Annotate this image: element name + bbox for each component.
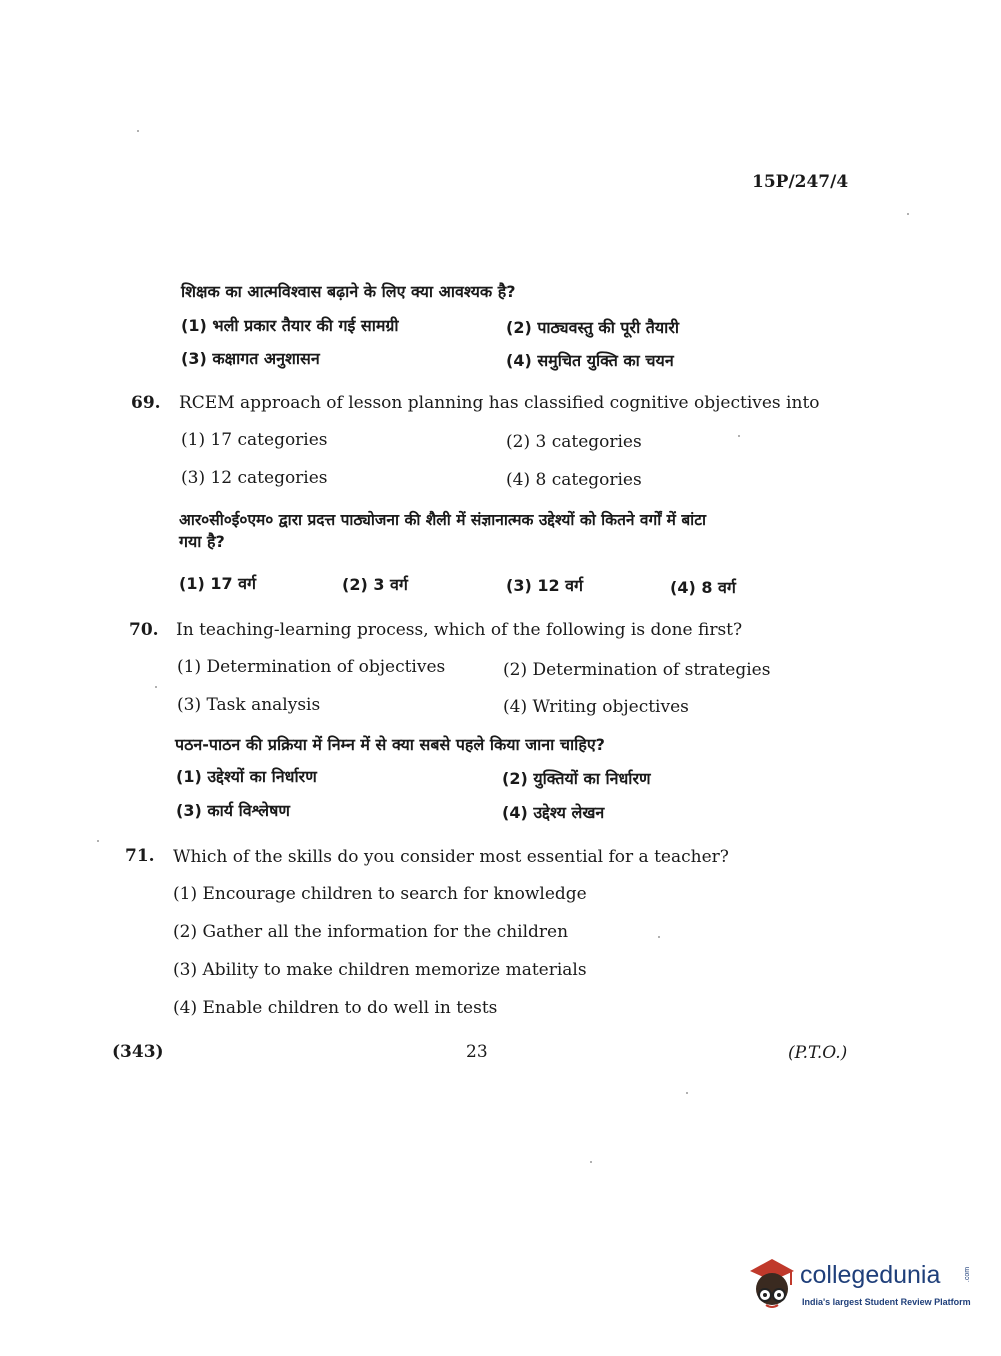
q70-option-1: (1) Determination of objectives: [177, 657, 446, 677]
q69-question-en: RCEM approach of lesson planning has classified cognitive objectives into: [179, 393, 820, 413]
q71-option-3: (3) Ability to make children memorize materials: [173, 960, 587, 980]
logo-tagline: India's largest Student Review Platform: [802, 1297, 971, 1307]
scan-speck: [590, 1161, 592, 1163]
pto-label: (P.T.O.): [788, 1043, 848, 1063]
q71-option-4: (4) Enable children to do well in tests: [173, 998, 498, 1018]
q70-hi-option-3: (3) कार्य विश्लेषण: [176, 801, 290, 820]
scan-speck: [907, 213, 909, 215]
q70-hi-option-4: (4) उद्देश्य लेखन: [502, 803, 605, 822]
q70-hi-option-2: (2) युक्तियों का निर्धारण: [502, 769, 651, 788]
q70-option-2: (2) Determination of strategies: [503, 660, 771, 680]
q70-question-hi: पठन-पाठन की प्रक्रिया में निम्न में से क्या सबसे पहले किया जाना चाहिए?: [175, 735, 605, 754]
q71-option-2: (2) Gather all the information for the children: [173, 922, 569, 942]
q71-option-1: (1) Encourage children to search for knowledge: [173, 884, 587, 904]
scan-speck: [137, 130, 139, 132]
mascot-icon: [742, 1253, 800, 1313]
scan-speck: [97, 840, 99, 842]
q69-hi-option-4: (4) 8 वर्ग: [670, 578, 736, 597]
q69-question-hi-line1: आर०सी०ई०एम० द्वारा प्रदत्त पाठ्योजना की शैली में संज्ञानात्मक उद्देश्यों को कितने वर्गों में बांटा: [179, 511, 707, 529]
q69-option-2: (2) 3 categories: [506, 432, 642, 452]
scan-speck: [738, 435, 740, 437]
q69-question-hi-line2: गया है?: [179, 532, 225, 551]
q70-number: 70.: [129, 620, 159, 640]
scan-speck: [686, 1092, 688, 1094]
q68-option-1: (1) भली प्रकार तैयार की गई सामग्री: [181, 316, 399, 335]
q68-option-3: (3) कक्षागत अनुशासन: [181, 349, 320, 368]
q69-option-1: (1) 17 categories: [181, 430, 328, 450]
q68-question-hi: शिक्षक का आत्मविश्वास बढ़ाने के लिए क्या आवश्यक है?: [181, 282, 516, 301]
page-number: 23: [466, 1042, 488, 1062]
scan-speck: [155, 686, 157, 688]
logo-suffix: .com: [964, 1266, 972, 1283]
q69-hi-option-2: (2) 3 वर्ग: [342, 575, 408, 594]
q71-question-en: Which of the skills do you consider most essential for a teacher?: [173, 847, 729, 867]
q70-hi-option-1: (1) उद्देश्यों का निर्धारण: [176, 767, 317, 786]
q69-option-3: (3) 12 categories: [181, 468, 328, 488]
q71-number: 71.: [125, 846, 155, 866]
collegedunia-logo: [742, 1253, 972, 1323]
q69-number: 69.: [131, 393, 161, 413]
q68-option-2: (2) पाठ्यवस्तु की पूरी तैयारी: [506, 318, 680, 337]
footer-code: (343): [112, 1042, 164, 1062]
logo-wordmark: collegedunia: [800, 1261, 941, 1289]
q69-option-4: (4) 8 categories: [506, 470, 642, 490]
q70-option-4: (4) Writing objectives: [503, 697, 689, 717]
q70-option-3: (3) Task analysis: [177, 695, 321, 715]
paper-code: 15P/247/4: [752, 172, 849, 192]
q70-question-en: In teaching-learning process, which of the following is done first?: [176, 620, 743, 640]
q68-option-4: (4) समुचित युक्ति का चयन: [506, 351, 674, 370]
q69-hi-option-3: (3) 12 वर्ग: [506, 576, 584, 595]
q69-hi-option-1: (1) 17 वर्ग: [179, 574, 257, 593]
scan-speck: [658, 936, 660, 938]
